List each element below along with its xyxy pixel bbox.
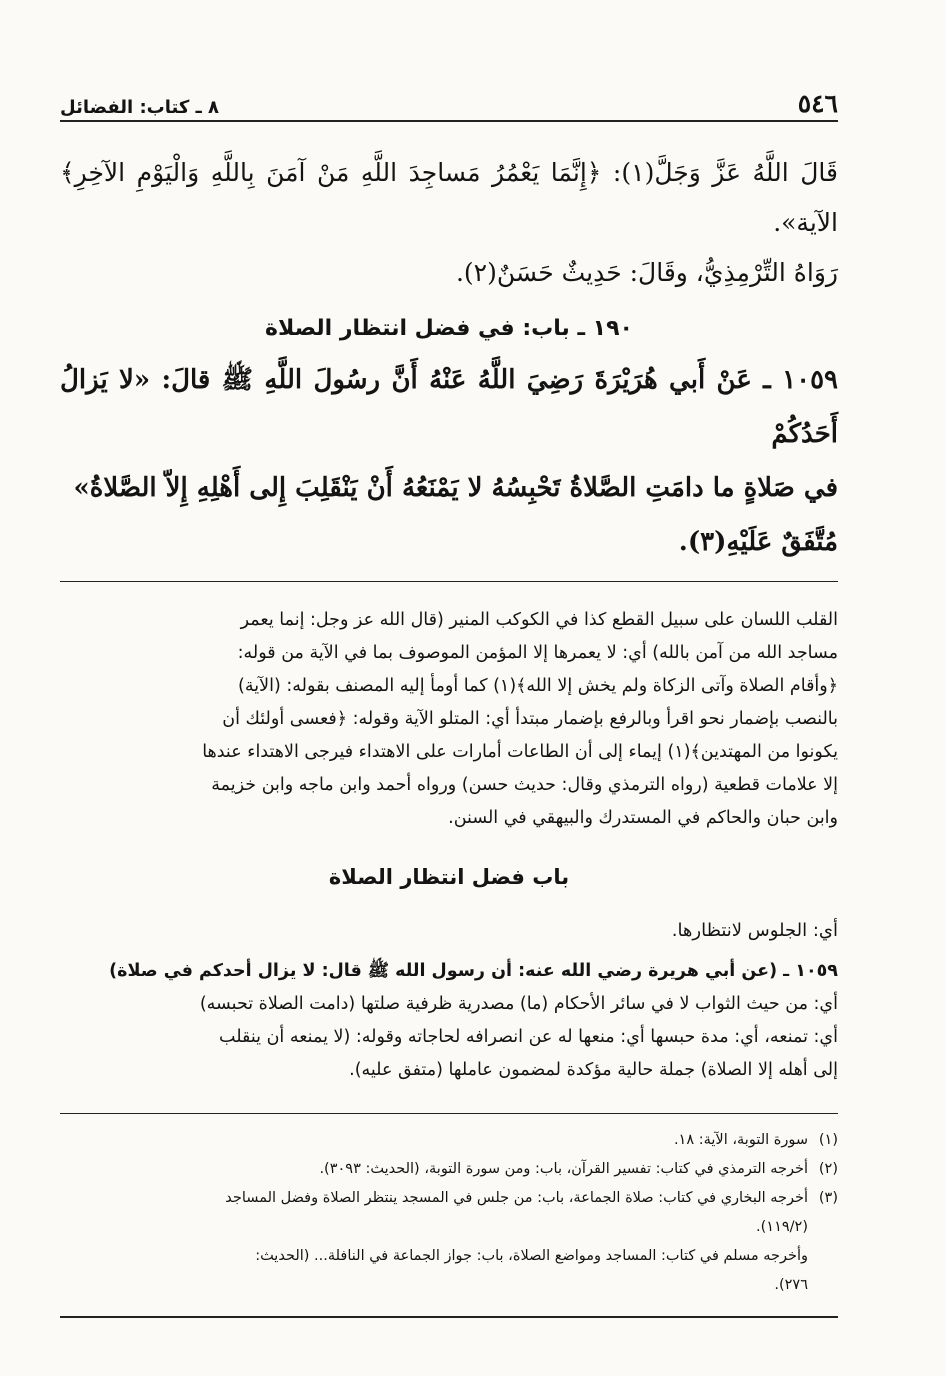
matn-line: قَالَ اللَّهُ عَزَّ وَجَلَّ(١): ﴿إِنَّمَا يَعْمُرُ مَساجِدَ اللَّهِ مَنْ آمَنَ بِاللَّهِ وَالْيَوْمِ الآخِرِ﴾ الآية».	[60, 158, 838, 237]
commentary-explanation: أي: الجلوس لانتظارها.	[671, 920, 838, 941]
footnote-1	[60, 1126, 838, 1155]
commentary-line: يكونوا من المهتدين﴾(١) إيماء إلى أن الطاعات أمارات على الاهتداء فيرجى الاهتداء عندها	[202, 742, 838, 762]
footnote-2	[60, 1155, 838, 1184]
book-page	[60, 78, 838, 1318]
commentary	[60, 604, 838, 1087]
chapter-title: ٨ ـ كتاب: الفضائل	[60, 97, 220, 118]
commentary-line: إلا علامات قطعية (رواه الترمذي وقال: حديث حسن) ورواه أحمد وابن ماجه وابن خزيمة	[211, 775, 838, 795]
quran-citation-block	[60, 148, 838, 298]
matn-line: رَوَاهُ التِّرْمِذِيُّ، وقَالَ: حَدِيثٌ حَسَنٌ(٢).	[455, 258, 838, 287]
footnote-number: (٣)	[818, 1190, 838, 1206]
footnote-continuation: (١١٩/٢).	[756, 1219, 808, 1235]
hadith-line: في صَلاةٍ ما دامَتِ الصَّلاةُ تَحْبِسُهُ لا يَمْنَعُهُ أَنْ يَنْقَلِبَ إِلى أَهْلِهِ إِلاّ الصَّلاةُ»	[73, 473, 838, 503]
footnote-number: (١)	[818, 1132, 838, 1148]
footnotes	[60, 1126, 838, 1300]
commentary-hadith-line: أي: من حيث الثواب لا في سائر الأحكام (ما) مصدرية ظرفية صلتها (دامت الصلاة تحبسه)	[199, 994, 838, 1014]
footnote-number: (٢)	[818, 1161, 838, 1177]
hadith-text	[60, 353, 838, 569]
page-number: ٥٤٦	[797, 89, 838, 118]
footnote-3	[60, 1184, 838, 1213]
page-bottom-rule	[60, 1316, 838, 1318]
footnote-text: سورة التوبة، الآية: ١٨.	[673, 1132, 808, 1148]
footnote-text: وأخرجه مسلم في كتاب: المساجد ومواضع الصلاة، باب: جواز الجماعة في النافلة... (الحديث:	[255, 1248, 808, 1264]
footnote-text: أخرجه الترمذي في كتاب: تفسير القرآن، باب: ومن سورة التوبة، (الحديث: ٣٠٩٣).	[319, 1161, 808, 1177]
commentary-line: القلب اللسان على سبيل القطع كذا في الكوكب المنير (قال الله عز وجل: إنما يعمر	[240, 610, 838, 630]
footnote-text: أخرجه البخاري في كتاب: صلاة الجماعة، باب: من جلس في المسجد ينتظر الصلاة وفضل المساجد	[225, 1190, 808, 1206]
hadith-line: ١٠٥٩ ـ عَنْ أَبي هُرَيْرَةَ رَضِيَ اللَّهُ عَنْهُ أَنَّ رسُولَ اللَّهِ ﷺ قالَ: «لا يَزالُ أَحَدُكُمْ	[60, 365, 838, 449]
footnotes-divider	[60, 1113, 838, 1114]
commentary-hadith-line: إلى أهله إلا الصلاة) جملة حالية مؤكدة لمضمون عاملها (متفق عليه).	[349, 1060, 838, 1080]
commentary-hadith-line: أي: تمنعه، أي: مدة حبسها أي: منعها له عن انصرافه لحاجاته وقوله: (لا يمنعه أن ينقلب	[219, 1027, 838, 1047]
commentary-line: بالنصب بإضمار نحو اقرأ وبالرفع بإضمار مبتدأ أي: المتلو الآية وقوله: ﴿فعسى أولئك أن	[222, 709, 838, 729]
commentary-line: ﴿وأقام الصلاة وآتى الزكاة ولم يخش إلا الله﴾(١) كما أومأ إليه المصنف بقوله: (الآية)	[238, 676, 838, 696]
page-header	[60, 78, 838, 122]
commentary-line: مساجد الله من آمن بالله) أي: لا يعمرها إلا المؤمن الموصوف بما في الآية من قوله:	[237, 643, 838, 663]
bab-heading: ١٩٠ ـ باب: في فضل انتظار الصلاة	[265, 316, 633, 341]
footnote-continuation: ٢٧٦).	[774, 1277, 808, 1293]
footnote-number	[808, 1242, 838, 1271]
commentary-divider	[60, 581, 838, 582]
commentary-line: وابن حبان والحاكم في المستدرك والبيهقي في السنن.	[448, 808, 838, 828]
commentary-heading: باب فضل انتظار الصلاة	[328, 865, 570, 889]
commentary-hadith-line: ١٠٥٩ ـ (عن أبي هريرة رضي الله عنه: أن رسول الله ﷺ قال: لا يزال أحدكم في صلاة)	[109, 961, 838, 981]
hadith-line: مُتَّفَقٌ عَلَيْهِ(٣).	[678, 527, 838, 557]
footnote-3b	[60, 1242, 838, 1271]
